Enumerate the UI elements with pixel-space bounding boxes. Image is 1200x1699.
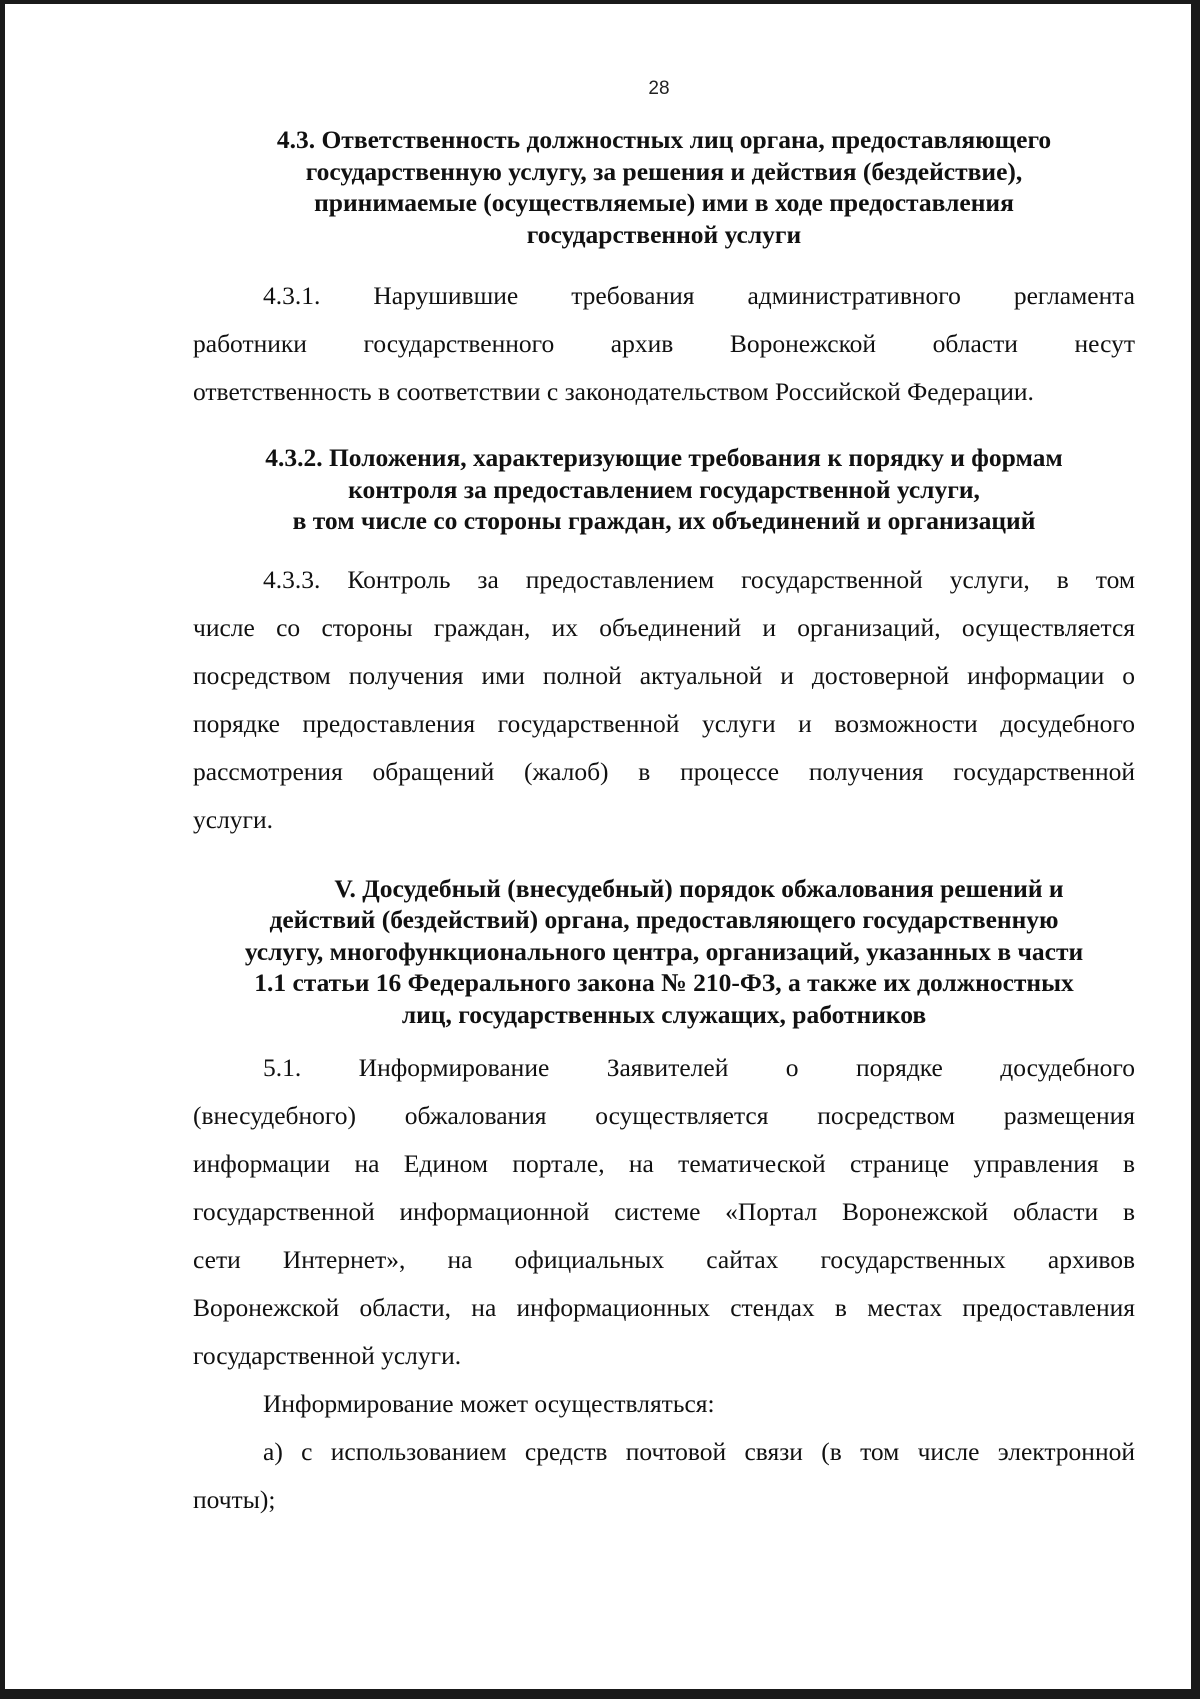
heading-line: лиц, государственных служащих, работников — [401, 999, 927, 1029]
section-5-heading — [193, 873, 1135, 1031]
text-line: 4.3.1. Нарушившие требования административного регламента — [263, 281, 1135, 310]
section-4-3-2-heading — [204, 442, 1124, 537]
text-line: порядке предоставления государственной услуги и возможности досудебного — [193, 708, 1135, 738]
paragraph-4-3-1 — [193, 272, 1135, 416]
page-number: 28 — [648, 78, 670, 99]
text-line: государственной информационной системе «Портал Воронежской области в — [193, 1197, 1135, 1226]
section-4-3-heading — [193, 124, 1135, 250]
text-line: 4.3.3. Контроль за предоставлением государственной услуги, в том — [263, 564, 1135, 594]
paragraph-4-3-3 — [193, 556, 1135, 844]
text-line: работники государственного архив Воронежской области несут — [193, 329, 1135, 358]
heading-line: услугу, многофункционального центра, организаций, указанных в части — [244, 936, 1084, 966]
text-line: 5.1. Информирование Заявителей о порядке досудебного — [263, 1053, 1135, 1082]
heading-line: 4.3.2. Положения, характеризующие требования к порядку и формам — [265, 443, 1063, 472]
text-line: числе со стороны граждан, их объединений и организаций, осуществляется — [193, 612, 1135, 642]
text-line: ответственность в соответствии с законодательством Российской Федерации. — [193, 377, 1034, 406]
heading-line: действий (бездействий) органа, предоставляющего государственную — [269, 905, 1059, 934]
text-line: Воронежской области, на информационных стендах в местах предоставления — [193, 1293, 1135, 1322]
heading-line: 4.3. Ответственность должностных лиц органа, предоставляющего — [276, 125, 1052, 154]
text-line: почты); — [193, 1485, 276, 1514]
text-line: Информирование может осуществляться: — [263, 1389, 715, 1418]
document-body — [193, 124, 1135, 1524]
text-line: информации на Едином портале, на тематической странице управления в — [193, 1149, 1135, 1178]
text-line: сети Интернет», на официальных сайтах государственных архивов — [193, 1245, 1135, 1274]
heading-line: государственной услуги — [526, 219, 802, 249]
text-line: посредством получения ими полной актуальной и достоверной информации о — [193, 660, 1135, 690]
paragraph-5-1 — [193, 1044, 1135, 1380]
heading-line: контроля за предоставлением государственной услуги, — [348, 474, 980, 504]
text-line: услуги. — [193, 804, 274, 834]
text-line: (внесудебного) обжалования осуществляется посредством размещения — [193, 1101, 1135, 1130]
heading-line: V. Досудебный (внесудебный) порядок обжалования решений и — [334, 873, 1064, 903]
text-line: а) с использованием средств почтовой связи (в том числе электронной — [263, 1437, 1135, 1466]
heading-line: принимаемые (осуществляемые) ими в ходе предоставления — [314, 188, 1014, 217]
text-line: рассмотрения обращений (жалоб) в процессе получения государственной — [193, 756, 1135, 786]
paragraph-informing — [193, 1380, 1135, 1428]
paragraph-item-a — [193, 1428, 1135, 1524]
heading-line: в том числе со стороны граждан, их объединений и организаций — [292, 506, 1036, 535]
heading-line: 1.1 статьи 16 Федерального закона № 210-ФЗ, а также их должностных — [254, 968, 1074, 997]
heading-line: государственную услугу, за решения и действия (бездействие), — [305, 156, 1023, 186]
text-line: государственной услуги. — [193, 1341, 462, 1370]
